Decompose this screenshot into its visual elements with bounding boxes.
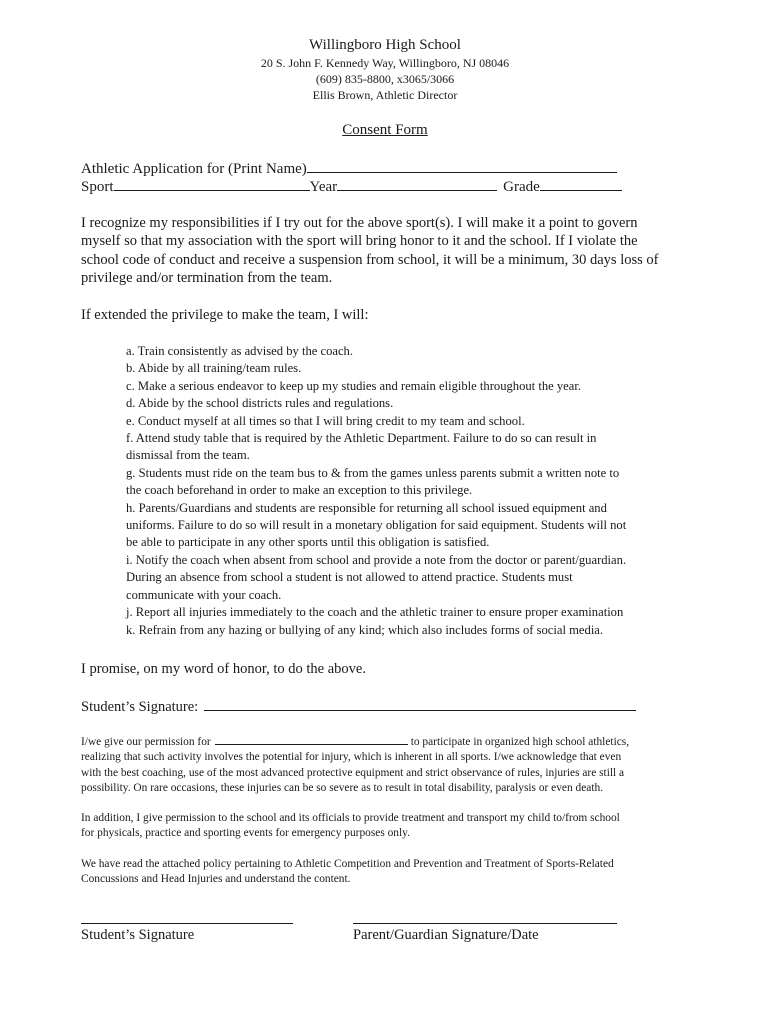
- form-title: Consent Form: [342, 122, 428, 138]
- rules-list: [126, 343, 626, 639]
- policy-paragraph: [81, 857, 614, 888]
- student-signature-label: Student’s Signature:: [81, 699, 199, 715]
- school-name: Willingboro High School: [309, 37, 461, 53]
- rule-line: be able to participate in any other sports until this obligation is satisfied.: [126, 535, 490, 550]
- sport-year-grade-row: [81, 177, 622, 196]
- sport-blank[interactable]: [114, 177, 310, 191]
- student-signature-row: [81, 697, 636, 716]
- student-signature-line[interactable]: [81, 923, 293, 924]
- treatment-paragraph: [81, 811, 620, 842]
- grade-blank[interactable]: [540, 177, 622, 191]
- permission-line: with the best coaching, use of the most advanced protective equipment and strict observance of rules, injuries are still a: [81, 766, 625, 779]
- rule-line: g. Students must ride on the team bus to & from the games unless parents submit a written note to: [126, 465, 620, 480]
- parent-signature-line[interactable]: [353, 923, 617, 924]
- policy-line: Concussions and Head Injuries and understand the content.: [81, 873, 351, 886]
- rule-line: d. Abide by the school districts rules and regulations.: [126, 396, 394, 411]
- athletic-director: Ellis Brown, Athletic Director: [312, 88, 458, 102]
- footer-student-signature-label: Student’s Signature: [81, 927, 195, 943]
- rule-line: b. Abide by all training/team rules.: [126, 361, 302, 376]
- treatment-line: In addition, I give permission to the school and its officials to provide treatment and transport my child to/from school: [81, 812, 620, 824]
- responsibility-line: school code of conduct and receive a suspension from school, it will be a minimum, 30 days loss of: [81, 251, 659, 268]
- rule-line: f. Attend study table that is required by the Athletic Department. Failure to do so can result in: [126, 431, 597, 446]
- responsibility-line: I recognize my responsibilities if I try out for the above sport(s). I will make it a point to govern: [81, 215, 638, 231]
- rule-line: the coach beforehand in order to make an exception to this privilege.: [126, 483, 473, 498]
- responsibility-line: privilege and/or termination from the team.: [81, 269, 333, 286]
- rule-line: e. Conduct myself at all times so that I will bring credit to my team and school.: [126, 413, 525, 428]
- grade-label: Grade: [503, 179, 540, 195]
- print-name-field: [81, 159, 617, 178]
- rule-line: During an absence from school a student is not allowed to attend practice. Students must: [126, 570, 573, 585]
- footer-parent-signature-label: Parent/Guardian Signature/Date: [353, 927, 539, 943]
- permission-paragraph: [81, 733, 629, 796]
- responsibility-paragraph: [81, 214, 658, 287]
- permission-line: possibility. On rare occasions, these injuries can be so severe as to result in total disability, paralysis or even death.: [81, 781, 604, 794]
- print-name-label: Athletic Application for (Print Name): [81, 161, 307, 177]
- print-name-blank[interactable]: [307, 159, 617, 173]
- rule-line: j. Report all injuries immediately to the coach and the athletic trainer to ensure proper examination: [126, 605, 624, 620]
- permission-lead: I/we give our permission for: [81, 736, 211, 748]
- rule-line: communicate with your coach.: [126, 587, 282, 602]
- responsibility-line: myself so that my association with the sport will bring honor to it and the school. If I violate the: [81, 233, 638, 250]
- rule-line: uniforms. Failure to do so will result in a monetary obligation for said equipment. Students will not: [126, 518, 627, 533]
- rule-line: dismissal from the team.: [126, 448, 250, 463]
- year-blank[interactable]: [337, 177, 497, 191]
- permission-tail: to participate in organized high school athletics,: [410, 736, 630, 748]
- child-name-blank[interactable]: [215, 733, 408, 745]
- year-label: Year: [309, 179, 338, 195]
- policy-line: We have read the attached policy pertaining to Athletic Competition and Prevention and Treatment of Sports-Related: [81, 858, 614, 870]
- extended-intro: If extended the privilege to make the team, I will:: [81, 307, 369, 323]
- permission-line: realizing that such activity involves the potential for injury, which is inherent in all sports. I/we acknowledge that even: [81, 751, 622, 764]
- rule-line: k. Refrain from any hazing or bullying of any kind; which also includes forms of social media.: [126, 622, 604, 637]
- permission-first-line: [81, 733, 629, 750]
- student-signature-blank[interactable]: [204, 697, 636, 711]
- promise-statement: I promise, on my word of honor, to do the above.: [81, 661, 366, 677]
- rule-line: c. Make a serious endeavor to keep up my studies and remain eligible throughout the year.: [126, 378, 581, 393]
- school-address: 20 S. John F. Kennedy Way, Willingboro, NJ 08046: [260, 56, 510, 70]
- treatment-line: for physicals, practice and sporting events for emergency purposes only.: [81, 827, 410, 840]
- rule-line: i. Notify the coach when absent from school and provide a note from the doctor or parent/guardian.: [126, 552, 627, 567]
- rule-line: a. Train consistently as advised by the coach.: [126, 344, 353, 358]
- sport-label: Sport: [81, 179, 114, 195]
- school-phone: (609) 835-8800, x3065/3066: [315, 72, 455, 86]
- rule-line: h. Parents/Guardians and students are responsible for returning all school issued equipment and: [126, 500, 607, 515]
